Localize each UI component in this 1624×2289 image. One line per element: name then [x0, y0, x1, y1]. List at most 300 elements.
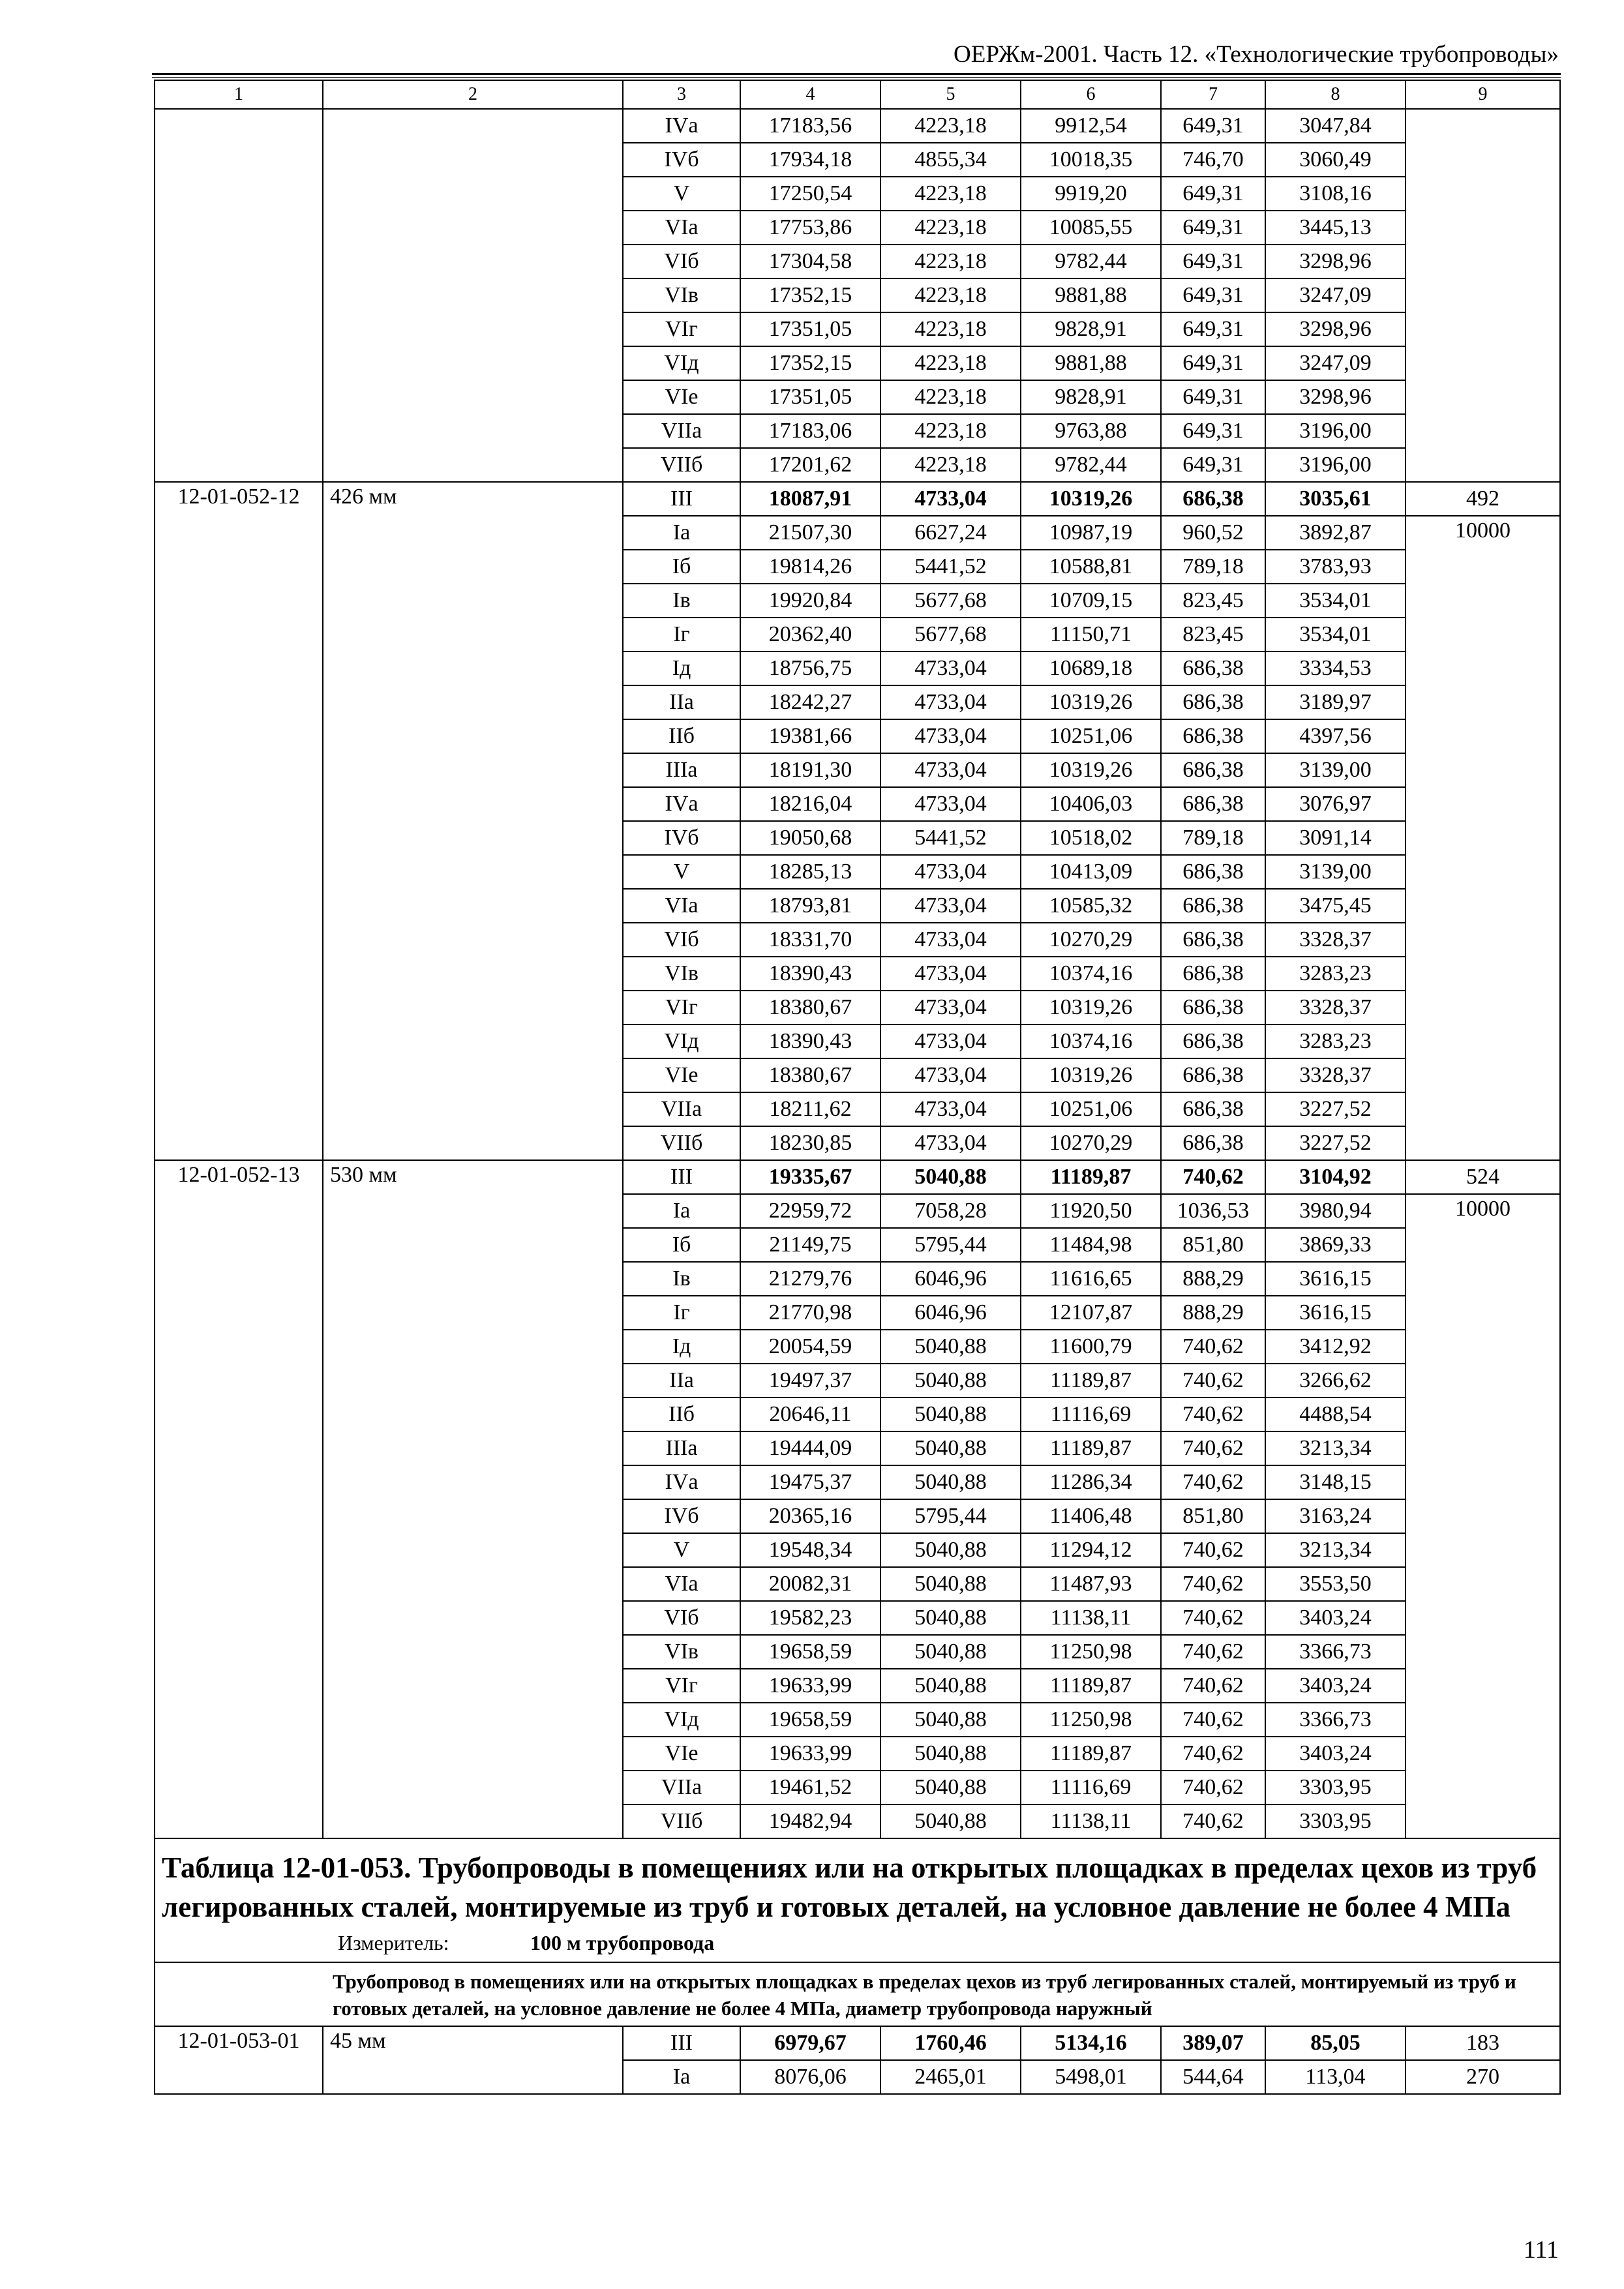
total-cost: 18793,81 [740, 889, 880, 923]
table-row [155, 109, 1560, 143]
wages: 4223,18 [880, 109, 1021, 143]
machine-cost: 10374,16 [1021, 957, 1161, 991]
resource-index: V [623, 177, 740, 211]
table-row [155, 1160, 1560, 1194]
materials-cost: 3227,52 [1265, 1126, 1406, 1160]
total-cost: 19461,52 [740, 1771, 880, 1804]
total-cost: 22959,72 [740, 1194, 880, 1228]
machinist-wages: 740,62 [1161, 1601, 1265, 1635]
machine-cost: 10406,03 [1021, 787, 1161, 821]
total-cost: 18390,43 [740, 1025, 880, 1058]
machine-cost: 11487,93 [1021, 1567, 1161, 1601]
materials-cost: 3298,96 [1265, 245, 1406, 278]
table-description: Трубопровод в помещениях или на открытых площадках в пределах цехов из труб легированных сталей, монтируемый из труб и готовых деталей, на условное давление не более 4 МПа, диаметр трубопровода наружный [155, 1962, 1560, 2026]
wages: 5040,88 [880, 1771, 1021, 1804]
machinist-wages: 686,38 [1161, 923, 1265, 957]
total-cost: 19658,59 [740, 1703, 880, 1737]
machine-cost: 10709,15 [1021, 584, 1161, 618]
resource-index: VIв [623, 1635, 740, 1669]
machine-cost: 10319,26 [1021, 753, 1161, 787]
wages: 4223,18 [880, 414, 1021, 448]
resource-index: VIе [623, 380, 740, 414]
total-cost: 17351,05 [740, 380, 880, 414]
wages: 4733,04 [880, 889, 1021, 923]
machine-cost: 10319,26 [1021, 685, 1161, 719]
machine-cost: 9763,88 [1021, 414, 1161, 448]
total-cost: 17352,15 [740, 278, 880, 312]
resource-index: VIг [623, 991, 740, 1025]
materials-cost: 3445,13 [1265, 211, 1406, 245]
wages: 5795,44 [880, 1499, 1021, 1533]
machine-cost: 11189,87 [1021, 1431, 1161, 1465]
total-cost: 17183,56 [740, 109, 880, 143]
wages: 5040,88 [880, 1431, 1021, 1465]
resource-index: VIв [623, 278, 740, 312]
wages: 5040,88 [880, 1567, 1021, 1601]
materials-cost: 3213,34 [1265, 1533, 1406, 1567]
measure-line [162, 1928, 1553, 1958]
total-cost: 19482,94 [740, 1804, 880, 1838]
total-cost: 17183,06 [740, 414, 880, 448]
total-cost: 18216,04 [740, 787, 880, 821]
resource-index: VIб [623, 1601, 740, 1635]
machine-cost: 10270,29 [1021, 923, 1161, 957]
wages: 5040,88 [880, 1635, 1021, 1669]
machine-cost: 5498,01 [1021, 2060, 1161, 2094]
materials-cost: 3247,09 [1265, 346, 1406, 380]
total-cost: 17934,18 [740, 143, 880, 177]
resource-index: IVа [623, 1465, 740, 1499]
machinist-wages: 851,80 [1161, 1228, 1265, 1262]
machinist-wages: 823,45 [1161, 618, 1265, 651]
materials-cost: 3534,01 [1265, 618, 1406, 651]
price-table [154, 80, 1561, 2095]
resource-index: V [623, 855, 740, 889]
column-number-4: 4 [740, 80, 880, 109]
resource-index: VIIб [623, 1126, 740, 1160]
resource-index: VIIб [623, 1804, 740, 1838]
wages: 6627,24 [880, 516, 1021, 550]
machine-cost: 10319,26 [1021, 1058, 1161, 1092]
machine-cost: 10018,35 [1021, 143, 1161, 177]
materials-cost: 3328,37 [1265, 923, 1406, 957]
machinist-wages: 686,38 [1161, 685, 1265, 719]
wages: 5040,88 [880, 1703, 1021, 1737]
machinist-wages: 740,62 [1161, 1703, 1265, 1737]
machinist-wages: 389,07 [1161, 2026, 1265, 2060]
wages: 4733,04 [880, 1025, 1021, 1058]
materials-cost: 3298,96 [1265, 380, 1406, 414]
machine-cost: 10374,16 [1021, 1025, 1161, 1058]
materials-cost: 3892,87 [1265, 516, 1406, 550]
machinist-wages: 888,29 [1161, 1262, 1265, 1296]
labor-hours: 492 [1406, 482, 1560, 516]
wages: 4733,04 [880, 719, 1021, 753]
materials-cost: 3213,34 [1265, 1431, 1406, 1465]
total-cost: 19548,34 [740, 1533, 880, 1567]
machinist-wages: 740,62 [1161, 1160, 1265, 1194]
materials-cost: 3403,24 [1265, 1669, 1406, 1703]
resource-index: VIв [623, 957, 740, 991]
machine-cost: 9828,91 [1021, 380, 1161, 414]
materials-cost: 4397,56 [1265, 719, 1406, 753]
column-number-6: 6 [1021, 80, 1161, 109]
machine-cost: 10413,09 [1021, 855, 1161, 889]
machinist-wages: 789,18 [1161, 821, 1265, 855]
wages: 4223,18 [880, 380, 1021, 414]
machine-cost: 9782,44 [1021, 245, 1161, 278]
total-cost: 18191,30 [740, 753, 880, 787]
machinist-wages: 740,62 [1161, 1364, 1265, 1398]
materials-cost: 3303,95 [1265, 1771, 1406, 1804]
resource-index: VIа [623, 211, 740, 245]
machine-cost: 9782,44 [1021, 448, 1161, 482]
item-code: 12-01-053-01 [155, 2026, 323, 2094]
resource-index: IVб [623, 143, 740, 177]
machinist-wages: 649,31 [1161, 414, 1265, 448]
machine-cost: 9881,88 [1021, 278, 1161, 312]
wages: 4733,04 [880, 787, 1021, 821]
total-cost: 18211,62 [740, 1092, 880, 1126]
machine-cost: 11406,48 [1021, 1499, 1161, 1533]
machinist-wages: 740,62 [1161, 1398, 1265, 1431]
wages: 4223,18 [880, 448, 1021, 482]
machinist-wages: 1036,53 [1161, 1194, 1265, 1228]
table-title-row [155, 1838, 1560, 1962]
machinist-wages: 649,31 [1161, 109, 1265, 143]
wages: 4223,18 [880, 245, 1021, 278]
wages: 5040,88 [880, 1533, 1021, 1567]
machine-cost: 10085,55 [1021, 211, 1161, 245]
machinist-wages: 686,38 [1161, 1092, 1265, 1126]
machine-cost: 11286,34 [1021, 1465, 1161, 1499]
materials-cost: 3108,16 [1265, 177, 1406, 211]
header-rule-thin [152, 77, 1561, 78]
machinist-wages: 686,38 [1161, 1126, 1265, 1160]
total-cost: 19582,23 [740, 1601, 880, 1635]
column-number-5: 5 [880, 80, 1021, 109]
machine-cost: 10251,06 [1021, 1092, 1161, 1126]
wages: 2465,01 [880, 2060, 1021, 2094]
page-number: 111 [1523, 2236, 1559, 2264]
labor-hours: 10000 [1406, 516, 1560, 1160]
wages: 5040,88 [880, 1804, 1021, 1838]
machinist-wages: 686,38 [1161, 855, 1265, 889]
materials-cost: 3328,37 [1265, 1058, 1406, 1092]
machine-cost: 11116,69 [1021, 1771, 1161, 1804]
total-cost: 21507,30 [740, 516, 880, 550]
resource-index: Iа [623, 1194, 740, 1228]
materials-cost: 4488,54 [1265, 1398, 1406, 1431]
machine-cost: 9881,88 [1021, 346, 1161, 380]
item-diameter: 426 мм [323, 482, 623, 1160]
total-cost: 19050,68 [740, 821, 880, 855]
resource-index: IVа [623, 109, 740, 143]
machinist-wages: 649,31 [1161, 380, 1265, 414]
materials-cost: 3139,00 [1265, 753, 1406, 787]
materials-cost: 3227,52 [1265, 1092, 1406, 1126]
materials-cost: 3366,73 [1265, 1703, 1406, 1737]
total-cost: 18285,13 [740, 855, 880, 889]
wages: 5040,88 [880, 1601, 1021, 1635]
wages: 6046,96 [880, 1296, 1021, 1330]
materials-cost: 3047,84 [1265, 109, 1406, 143]
machinist-wages: 649,31 [1161, 346, 1265, 380]
materials-cost: 3283,23 [1265, 957, 1406, 991]
resource-index: VIIа [623, 414, 740, 448]
machine-cost: 11250,98 [1021, 1635, 1161, 1669]
materials-cost: 3139,00 [1265, 855, 1406, 889]
wages: 4855,34 [880, 143, 1021, 177]
machinist-wages: 686,38 [1161, 787, 1265, 821]
resource-index: Iа [623, 516, 740, 550]
machine-cost: 10319,26 [1021, 482, 1161, 516]
wages: 5040,88 [880, 1465, 1021, 1499]
total-cost: 19633,99 [740, 1737, 880, 1771]
wages: 4223,18 [880, 278, 1021, 312]
machinist-wages: 823,45 [1161, 584, 1265, 618]
resource-index: IIIа [623, 1431, 740, 1465]
resource-index: Iг [623, 618, 740, 651]
total-cost: 20082,31 [740, 1567, 880, 1601]
resource-index: IIа [623, 685, 740, 719]
materials-cost: 3060,49 [1265, 143, 1406, 177]
wages: 1760,46 [880, 2026, 1021, 2060]
materials-cost: 3091,14 [1265, 821, 1406, 855]
total-cost: 6979,67 [740, 2026, 880, 2060]
total-cost: 19381,66 [740, 719, 880, 753]
machinist-wages: 740,62 [1161, 1533, 1265, 1567]
column-number-row [155, 80, 1560, 109]
resource-index: VIб [623, 923, 740, 957]
resource-index: IIб [623, 1398, 740, 1431]
wages: 4733,04 [880, 753, 1021, 787]
table-body [155, 80, 1560, 2094]
total-cost: 21770,98 [740, 1296, 880, 1330]
materials-cost: 3366,73 [1265, 1635, 1406, 1669]
materials-cost: 3534,01 [1265, 584, 1406, 618]
resource-index: IVа [623, 787, 740, 821]
total-cost: 20365,16 [740, 1499, 880, 1533]
machinist-wages: 686,38 [1161, 889, 1265, 923]
item-diameter: 45 мм [323, 2026, 623, 2094]
labor-hours-cell [1406, 109, 1560, 482]
machinist-wages: 851,80 [1161, 1499, 1265, 1533]
total-cost: 19633,99 [740, 1669, 880, 1703]
materials-cost: 3403,24 [1265, 1601, 1406, 1635]
wages: 4733,04 [880, 482, 1021, 516]
wages: 4733,04 [880, 923, 1021, 957]
machinist-wages: 686,38 [1161, 651, 1265, 685]
wages: 5677,68 [880, 584, 1021, 618]
resource-index: IVб [623, 1499, 740, 1533]
resource-index: VIе [623, 1058, 740, 1092]
wages: 6046,96 [880, 1262, 1021, 1296]
machine-cost: 11116,69 [1021, 1398, 1161, 1431]
labor-hours: 183 [1406, 2026, 1560, 2060]
machinist-wages: 740,62 [1161, 1330, 1265, 1364]
machinist-wages: 686,38 [1161, 1025, 1265, 1058]
wages: 5040,88 [880, 1160, 1021, 1194]
materials-cost: 3247,09 [1265, 278, 1406, 312]
total-cost: 18242,27 [740, 685, 880, 719]
machine-cost: 11189,87 [1021, 1737, 1161, 1771]
column-number-9: 9 [1406, 80, 1560, 109]
machine-cost: 11138,11 [1021, 1804, 1161, 1838]
machine-cost: 11150,71 [1021, 618, 1161, 651]
labor-hours: 10000 [1406, 1194, 1560, 1838]
wages: 4733,04 [880, 855, 1021, 889]
total-cost: 18087,91 [740, 482, 880, 516]
materials-cost: 3266,62 [1265, 1364, 1406, 1398]
resource-index: VIа [623, 889, 740, 923]
table-row [155, 482, 1560, 516]
wages: 4223,18 [880, 346, 1021, 380]
labor-hours: 270 [1406, 2060, 1560, 2094]
resource-index: III [623, 482, 740, 516]
resource-index: Iб [623, 550, 740, 584]
wages: 4733,04 [880, 991, 1021, 1025]
machinist-wages: 740,62 [1161, 1635, 1265, 1669]
resource-index: Iв [623, 1262, 740, 1296]
machinist-wages: 686,38 [1161, 957, 1265, 991]
table-title-cell [155, 1838, 1560, 1962]
table-title: Таблица 12-01-053. Трубопроводы в помещениях или на открытых площадках в пределах цехов из труб легированных сталей, монтируемые из труб и готовых деталей, на условное давление не более 4 МПа [162, 1851, 1537, 1923]
total-cost: 19920,84 [740, 584, 880, 618]
materials-cost: 3475,45 [1265, 889, 1406, 923]
resource-index: IIа [623, 1364, 740, 1398]
item-code: 12-01-052-12 [155, 482, 323, 1160]
machinist-wages: 649,31 [1161, 177, 1265, 211]
materials-cost: 3412,92 [1265, 1330, 1406, 1364]
resource-index: VIб [623, 245, 740, 278]
resource-index: VIIа [623, 1092, 740, 1126]
machinist-wages: 686,38 [1161, 482, 1265, 516]
machinist-wages: 888,29 [1161, 1296, 1265, 1330]
machine-cost: 11294,12 [1021, 1533, 1161, 1567]
machine-cost: 9828,91 [1021, 312, 1161, 346]
materials-cost: 3403,24 [1265, 1737, 1406, 1771]
resource-index: VIа [623, 1567, 740, 1601]
wages: 4223,18 [880, 177, 1021, 211]
machinist-wages: 740,62 [1161, 1431, 1265, 1465]
total-cost: 19444,09 [740, 1431, 880, 1465]
total-cost: 20362,40 [740, 618, 880, 651]
materials-cost: 3553,50 [1265, 1567, 1406, 1601]
wages: 4733,04 [880, 1126, 1021, 1160]
materials-cost: 3980,94 [1265, 1194, 1406, 1228]
materials-cost: 3104,92 [1265, 1160, 1406, 1194]
resource-index: VIе [623, 1737, 740, 1771]
header-rule-thick [152, 73, 1561, 75]
machine-cost: 11189,87 [1021, 1364, 1161, 1398]
machine-cost: 12107,87 [1021, 1296, 1161, 1330]
machine-cost: 10987,19 [1021, 516, 1161, 550]
wages: 4733,04 [880, 651, 1021, 685]
wages: 5441,52 [880, 821, 1021, 855]
measure-label: Измеритель: [338, 1931, 449, 1954]
labor-hours: 524 [1406, 1160, 1560, 1194]
machine-cost: 11189,87 [1021, 1160, 1161, 1194]
total-cost: 21279,76 [740, 1262, 880, 1296]
total-cost: 18390,43 [740, 957, 880, 991]
total-cost: 17304,58 [740, 245, 880, 278]
wages: 4223,18 [880, 211, 1021, 245]
resource-index: IVб [623, 821, 740, 855]
resource-index: VIIб [623, 448, 740, 482]
total-cost: 19814,26 [740, 550, 880, 584]
machine-cost: 10518,02 [1021, 821, 1161, 855]
resource-index: VIд [623, 1703, 740, 1737]
materials-cost: 3196,00 [1265, 414, 1406, 448]
machinist-wages: 740,62 [1161, 1771, 1265, 1804]
materials-cost: 3283,23 [1265, 1025, 1406, 1058]
total-cost: 17201,62 [740, 448, 880, 482]
machine-cost: 10689,18 [1021, 651, 1161, 685]
machine-cost: 11250,98 [1021, 1703, 1161, 1737]
total-cost: 20646,11 [740, 1398, 880, 1431]
resource-index: Iа [623, 2060, 740, 2094]
machinist-wages: 740,62 [1161, 1737, 1265, 1771]
resource-index: IIIа [623, 753, 740, 787]
materials-cost: 3616,15 [1265, 1262, 1406, 1296]
machine-cost: 11189,87 [1021, 1669, 1161, 1703]
machinist-wages: 740,62 [1161, 1804, 1265, 1838]
wages: 5040,88 [880, 1669, 1021, 1703]
resource-index: III [623, 1160, 740, 1194]
total-cost: 17250,54 [740, 177, 880, 211]
materials-cost: 3163,24 [1265, 1499, 1406, 1533]
item-code: 12-01-052-13 [155, 1160, 323, 1838]
machine-cost: 10585,32 [1021, 889, 1161, 923]
machinist-wages: 686,38 [1161, 753, 1265, 787]
materials-cost: 3298,96 [1265, 312, 1406, 346]
total-cost: 19497,37 [740, 1364, 880, 1398]
materials-cost: 3783,93 [1265, 550, 1406, 584]
machinist-wages: 649,31 [1161, 312, 1265, 346]
materials-cost: 3328,37 [1265, 991, 1406, 1025]
machinist-wages: 746,70 [1161, 143, 1265, 177]
machine-cost: 10251,06 [1021, 719, 1161, 753]
materials-cost: 3869,33 [1265, 1228, 1406, 1262]
total-cost: 19658,59 [740, 1635, 880, 1669]
resource-index: Iв [623, 584, 740, 618]
machine-cost: 11484,98 [1021, 1228, 1161, 1262]
total-cost: 17351,05 [740, 312, 880, 346]
total-cost: 18230,85 [740, 1126, 880, 1160]
item-code-cell [155, 109, 323, 482]
wages: 4223,18 [880, 312, 1021, 346]
machinist-wages: 686,38 [1161, 1058, 1265, 1092]
machinist-wages: 740,62 [1161, 1567, 1265, 1601]
total-cost: 8076,06 [740, 2060, 880, 2094]
wages: 4733,04 [880, 685, 1021, 719]
column-number-2: 2 [323, 80, 623, 109]
materials-cost: 3076,97 [1265, 787, 1406, 821]
table-description-row [155, 1962, 1560, 2026]
machinist-wages: 649,31 [1161, 448, 1265, 482]
materials-cost: 3616,15 [1265, 1296, 1406, 1330]
machine-cost: 10588,81 [1021, 550, 1161, 584]
column-number-1: 1 [155, 80, 323, 109]
machinist-wages: 789,18 [1161, 550, 1265, 584]
column-number-8: 8 [1265, 80, 1406, 109]
materials-cost: 3035,61 [1265, 482, 1406, 516]
resource-index: VIIа [623, 1771, 740, 1804]
resource-index: Iг [623, 1296, 740, 1330]
materials-cost: 3148,15 [1265, 1465, 1406, 1499]
total-cost: 17753,86 [740, 211, 880, 245]
